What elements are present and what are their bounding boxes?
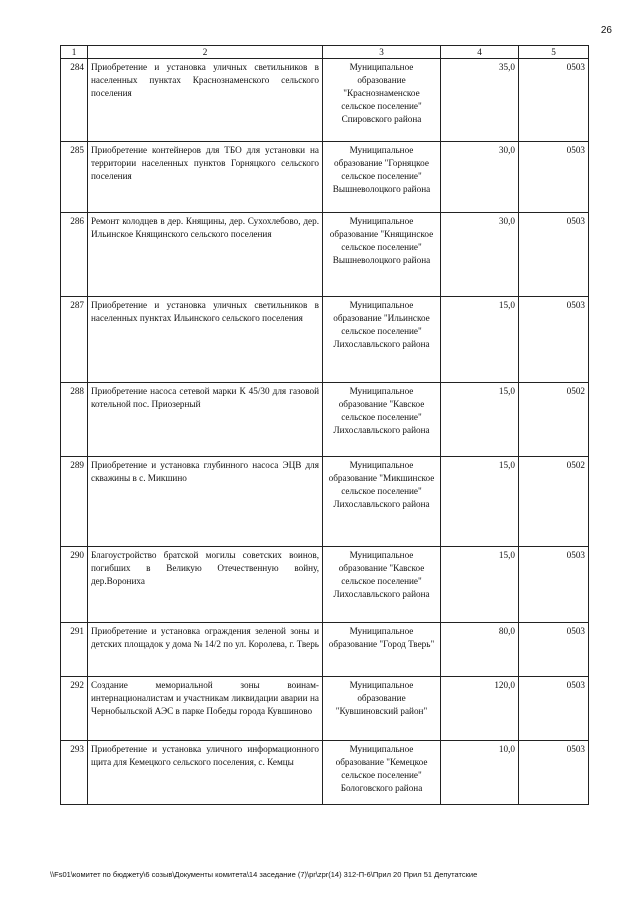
allocation-table bbox=[60, 45, 589, 805]
amount: 15,0 bbox=[441, 297, 519, 383]
table-row bbox=[61, 623, 589, 677]
table-row bbox=[61, 677, 589, 741]
project-name: Приобретение и установка уличных светильников в населенных пунктах Ильинского сельского поселения bbox=[88, 297, 323, 383]
recipient: Муниципальное образование "Кемецкое сельское поселение" Бологовского района bbox=[323, 741, 441, 805]
budget-code: 0502 bbox=[519, 383, 589, 457]
amount: 120,0 bbox=[441, 677, 519, 741]
row-number: 287 bbox=[61, 297, 88, 383]
recipient: Муниципальное образование "Микшинское сельское поселение" Лихославльского района bbox=[323, 457, 441, 547]
file-path-footer: \\Fs01\комитет по бюджету\6 созыв\Документы комитета\14 заседание (7)\pr\zpr(14) 312-П-6\Прил 20 Прил 51 Депутатские bbox=[50, 870, 478, 879]
project-name: Приобретение насоса сетевой марки К 45/30 для газовой котельной пос. Приозерный bbox=[88, 383, 323, 457]
column-header: 1 bbox=[61, 46, 88, 59]
table-row bbox=[61, 547, 589, 623]
table-row bbox=[61, 741, 589, 805]
project-name: Создание мемориальной зоны воинам-интернационалистам и участникам ликвидации аварии на Чернобыльской АЭС в парке Победы города Кувшиново bbox=[88, 677, 323, 741]
amount: 15,0 bbox=[441, 457, 519, 547]
table-row bbox=[61, 142, 589, 213]
row-number: 286 bbox=[61, 213, 88, 297]
recipient: Муниципальное образование "Кавское сельское поселение" Лихославльского района bbox=[323, 383, 441, 457]
table-row bbox=[61, 297, 589, 383]
row-number: 290 bbox=[61, 547, 88, 623]
recipient: Муниципальное образование "Княщинское сельское поселение" Вышневолоцкого района bbox=[323, 213, 441, 297]
budget-code: 0503 bbox=[519, 547, 589, 623]
budget-code: 0503 bbox=[519, 297, 589, 383]
column-header: 5 bbox=[519, 46, 589, 59]
project-name: Приобретение и установка уличных светильников в населенных пунктах Краснознаменского сельского поселения bbox=[88, 59, 323, 142]
page-number: 26 bbox=[600, 25, 612, 36]
budget-code: 0503 bbox=[519, 623, 589, 677]
amount: 15,0 bbox=[441, 383, 519, 457]
row-number: 289 bbox=[61, 457, 88, 547]
amount: 35,0 bbox=[441, 59, 519, 142]
budget-code: 0502 bbox=[519, 457, 589, 547]
row-number: 293 bbox=[61, 741, 88, 805]
table-row bbox=[61, 457, 589, 547]
recipient: Муниципальное образование "Ильинское сельское поселение" Лихославльского района bbox=[323, 297, 441, 383]
column-header: 3 bbox=[323, 46, 441, 59]
recipient: Муниципальное образование "Краснознаменское сельское поселение" Спировского района bbox=[323, 59, 441, 142]
row-number: 284 bbox=[61, 59, 88, 142]
budget-code: 0503 bbox=[519, 677, 589, 741]
amount: 30,0 bbox=[441, 142, 519, 213]
project-name: Благоустройство братской могилы советских воинов, погибших в Великую Отечественную войну, дер.Ворониха bbox=[88, 547, 323, 623]
amount: 30,0 bbox=[441, 213, 519, 297]
row-number: 285 bbox=[61, 142, 88, 213]
project-name: Ремонт колодцев в дер. Княщины, дер. Сухохлебово, дер. Ильинское Княщинского сельского поселения bbox=[88, 213, 323, 297]
table-header-row bbox=[61, 46, 589, 59]
project-name: Приобретение и установка уличного информационного щита для Кемецкого сельского поселения, с. Кемцы bbox=[88, 741, 323, 805]
budget-code: 0503 bbox=[519, 741, 589, 805]
row-number: 288 bbox=[61, 383, 88, 457]
row-number: 291 bbox=[61, 623, 88, 677]
column-header: 4 bbox=[441, 46, 519, 59]
recipient: Муниципальное образование "Кувшиновский район" bbox=[323, 677, 441, 741]
project-name: Приобретение и установка глубинного насоса ЭЦВ для скважины в с. Микшино bbox=[88, 457, 323, 547]
project-name: Приобретение и установка ограждения зеленой зоны и детских площадок у дома № 14/2 по ул. Королева, г. Тверь bbox=[88, 623, 323, 677]
budget-code: 0503 bbox=[519, 142, 589, 213]
amount: 15,0 bbox=[441, 547, 519, 623]
recipient: Муниципальное образование "Кавское сельское поселение" Лихославльского района bbox=[323, 547, 441, 623]
budget-code: 0503 bbox=[519, 213, 589, 297]
budget-code: 0503 bbox=[519, 59, 589, 142]
table-row bbox=[61, 213, 589, 297]
column-header: 2 bbox=[88, 46, 323, 59]
table-row bbox=[61, 383, 589, 457]
row-number: 292 bbox=[61, 677, 88, 741]
amount: 80,0 bbox=[441, 623, 519, 677]
amount: 10,0 bbox=[441, 741, 519, 805]
project-name: Приобретение контейнеров для ТБО для установки на территории населенных пунктов Горняцкого сельского поселения bbox=[88, 142, 323, 213]
table-row bbox=[61, 59, 589, 142]
recipient: Муниципальное образование "Горняцкое сельское поселение" Вышневолоцкого района bbox=[323, 142, 441, 213]
recipient: Муниципальное образование "Город Тверь" bbox=[323, 623, 441, 677]
